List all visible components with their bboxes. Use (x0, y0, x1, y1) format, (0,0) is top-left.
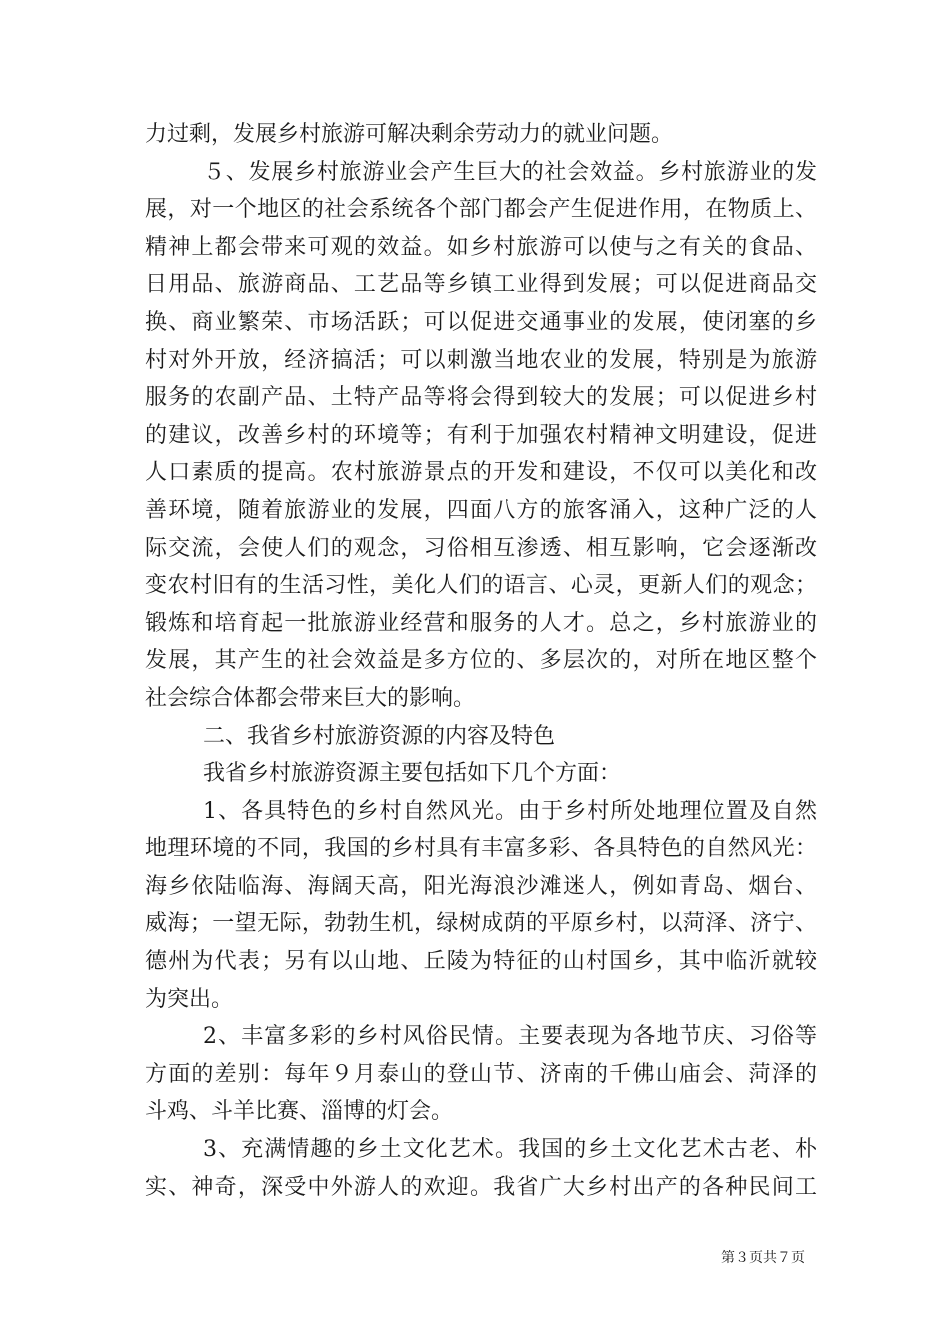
text-line: 力过剩，发展乡村旅游可解决剩余劳动力的就业问题。 (145, 122, 674, 147)
text-line: 村对外开放，经济搞活；可以刺激当地农业的发展，特别是为旅游 (145, 347, 817, 373)
text-line: 我省乡村旅游资源主要包括如下几个方面： (203, 761, 622, 787)
text-line: 人口素质的提高。农村旅游景点的开发和建设，不仅可以美化和改 (145, 460, 817, 486)
text-line: 海乡依陆临海、海阔天高，阳光海浪沙滩迷人，例如青岛、烟台、 (145, 873, 817, 899)
text-line: 展，对一个地区的社会系统各个部门都会产生促进作用，在物质上、 (145, 197, 817, 223)
text-line: 威海；一望无际，勃勃生机，绿树成荫的平原乡村，以菏泽、济宁、 (145, 911, 817, 937)
text-line: 二、我省乡村旅游资源的内容及特色 (203, 723, 556, 749)
page-number: 第３页共７页 (721, 1250, 805, 1266)
text-line: 服务的农副产品、土特产品等将会得到较大的发展；可以促进乡村 (145, 385, 817, 411)
text-line: 地理环境的不同，我国的乡村具有丰富多彩、各具特色的自然风光： (145, 836, 817, 862)
text-line: 社会综合体都会带来巨大的影响。 (145, 685, 476, 711)
text-line: 锻炼和培育起一批旅游业经营和服务的人才。总之，乡村旅游业的 (145, 610, 817, 636)
text-line: ５、发展乡村旅游业会产生巨大的社会效益。乡村旅游业的发 (203, 159, 817, 185)
text-line: 1、各具特色的乡村自然风光。由于乡村所处地理位置及自然 (203, 798, 817, 824)
text-line: 为突出。 (145, 986, 234, 1012)
text-line: 3、充满情趣的乡土文化艺术。我国的乡土文化艺术古老、朴 (203, 1137, 817, 1163)
text-line: 德州为代表；另有以山地、丘陵为特征的山村国乡，其中临沂就较 (145, 949, 817, 975)
text-line: 日用品、旅游商品、工艺品等乡镇工业得到发展；可以促进商品交 (145, 272, 817, 298)
text-line: 的建议，改善乡村的环境等；有利于加强农村精神文明建设，促进 (145, 422, 817, 448)
body-text (145, 116, 817, 1206)
text-line: 斗鸡、斗羊比赛、淄博的灯会。 (145, 1099, 454, 1125)
text-line: 换、商业繁荣、市场活跃；可以促进交通事业的发展，使闭塞的乡 (145, 309, 817, 335)
text-line: 变农村旧有的生活习性，美化人们的语言、心灵，更新人们的观念； (145, 573, 817, 599)
text-line: 善环境，随着旅游业的发展，四面八方的旅客涌入，这种广泛的人 (145, 497, 817, 523)
text-line: 际交流，会使人们的观念，习俗相互渗透、相互影响，它会逐渐改 (145, 535, 817, 561)
text-line: 2、丰富多彩的乡村风俗民情。主要表现为各地节庆、习俗等 (203, 1024, 817, 1050)
text-line: 方面的差别：每年９月泰山的登山节、济南的千佛山庙会、菏泽的 (145, 1061, 817, 1087)
text-line: 发展，其产生的社会效益是多方位的、多层次的，对所在地区整个 (145, 648, 817, 674)
text-line: 实、神奇，深受中外游人的欢迎。我省广大乡村出产的各种民间工 (145, 1174, 817, 1200)
text-line: 精神上都会带来可观的效益。如乡村旅游可以使与之有关的食品、 (145, 234, 817, 260)
